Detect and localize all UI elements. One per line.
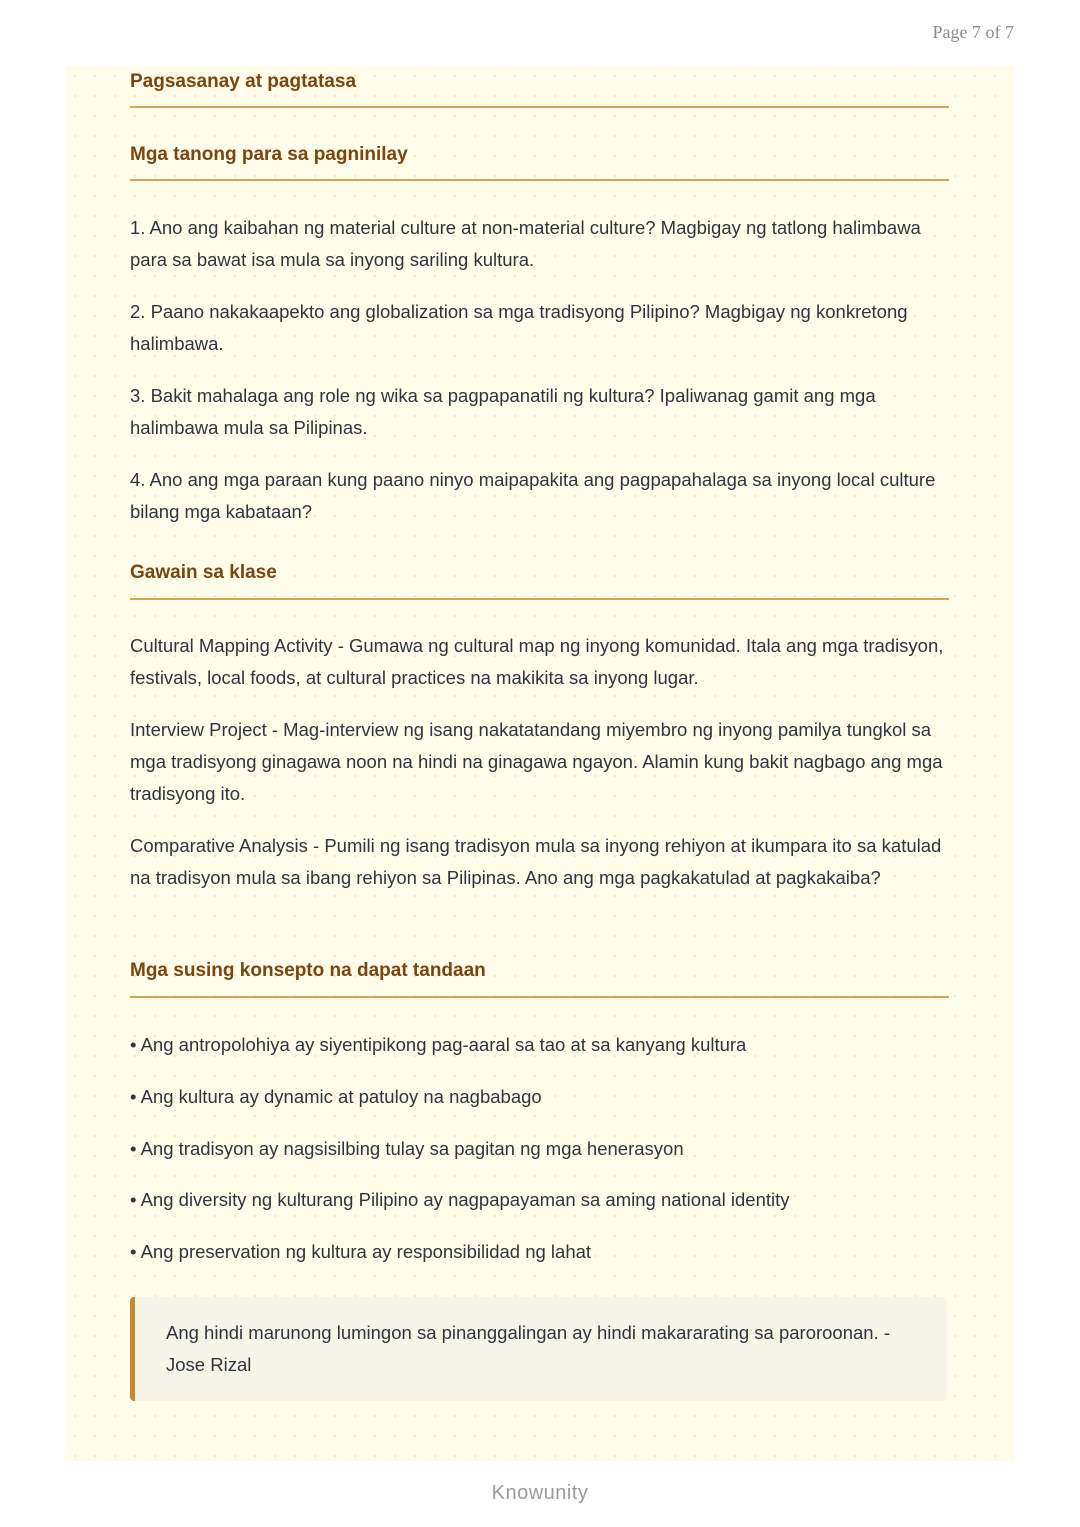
- quote-text: Ang hindi marunong lumingon sa pinanggalingan ay hindi makararating sa paroroonan. - Jose Rizal: [166, 1322, 891, 1375]
- key-concept-item: • Ang diversity ng kulturang Pilipino ay nagpapayaman sa aming national identity: [130, 1189, 790, 1210]
- section-heading-reflection: Mga tanong para sa pagninilay: [130, 144, 408, 165]
- section-divider: [130, 179, 949, 181]
- class-activity-interview-project: Interview Project - Mag-interview ng isang nakatatandang miyembro ng inyong pamilya tungkol sa mga tradisyong ginagawa noon na hindi na ginagawa ngayon. Alamin kung bakit nagbago ang mga tradisyong ito.: [130, 719, 943, 804]
- reflection-question-3: 3. Bakit mahalaga ang role ng wika sa pagpapanatili ng kultura? Ipaliwanag gamit ang mga halimbawa mula sa Pilipinas.: [130, 385, 876, 438]
- document-page: [65, 66, 1014, 1461]
- section-heading-class-activity: Gawain sa klase: [130, 562, 277, 583]
- class-activity-comparative-analysis: Comparative Analysis - Pumili ng isang tradisyon mula sa inyong rehiyon at ikumpara ito sa katulad na tradisyon mula sa ibang rehiyon sa Pilipinas. Ano ang mga pagkakatulad at pagkakaiba?: [130, 835, 942, 888]
- section-divider: [130, 598, 949, 600]
- quote-block: [130, 1297, 947, 1401]
- class-activity-cultural-mapping: Cultural Mapping Activity - Gumawa ng cultural map ng inyong komunidad. Itala ang mga tradisyon, festivals, local foods, at cultural practices na makikita sa inyong lugar.: [130, 635, 944, 688]
- footer-brand: Knowunity: [491, 1482, 589, 1504]
- reflection-question-2: 2. Paano nakakaapekto ang globalization sa mga tradisyong Pilipino? Magbigay ng konkretong halimbawa.: [130, 301, 908, 354]
- reflection-question-4: 4. Ano ang mga paraan kung paano ninyo maipapakita ang pagpapahalaga sa inyong local culture bilang mga kabataan?: [130, 469, 936, 522]
- key-concept-item: • Ang kultura ay dynamic at patuloy na nagbabago: [130, 1086, 542, 1107]
- section-heading-key-concepts: Mga susing konsepto na dapat tandaan: [130, 960, 486, 981]
- page-number: Page 7 of 7: [932, 22, 1014, 42]
- reflection-question-1: 1. Ano ang kaibahan ng material culture at non-material culture? Magbigay ng tatlong halimbawa para sa bawat isa mula sa inyong sariling kultura.: [130, 217, 921, 270]
- section-divider: [130, 106, 949, 108]
- section-divider: [130, 996, 949, 998]
- section-heading-practice: Pagsasanay at pagtatasa: [130, 71, 357, 92]
- key-concept-item: • Ang preservation ng kultura ay responsibilidad ng lahat: [130, 1241, 592, 1262]
- key-concept-item: • Ang tradisyon ay nagsisilbing tulay sa pagitan ng mga henerasyon: [130, 1138, 684, 1159]
- key-concept-item: • Ang antropolohiya ay siyentipikong pag-aaral sa tao at sa kanyang kultura: [130, 1034, 747, 1055]
